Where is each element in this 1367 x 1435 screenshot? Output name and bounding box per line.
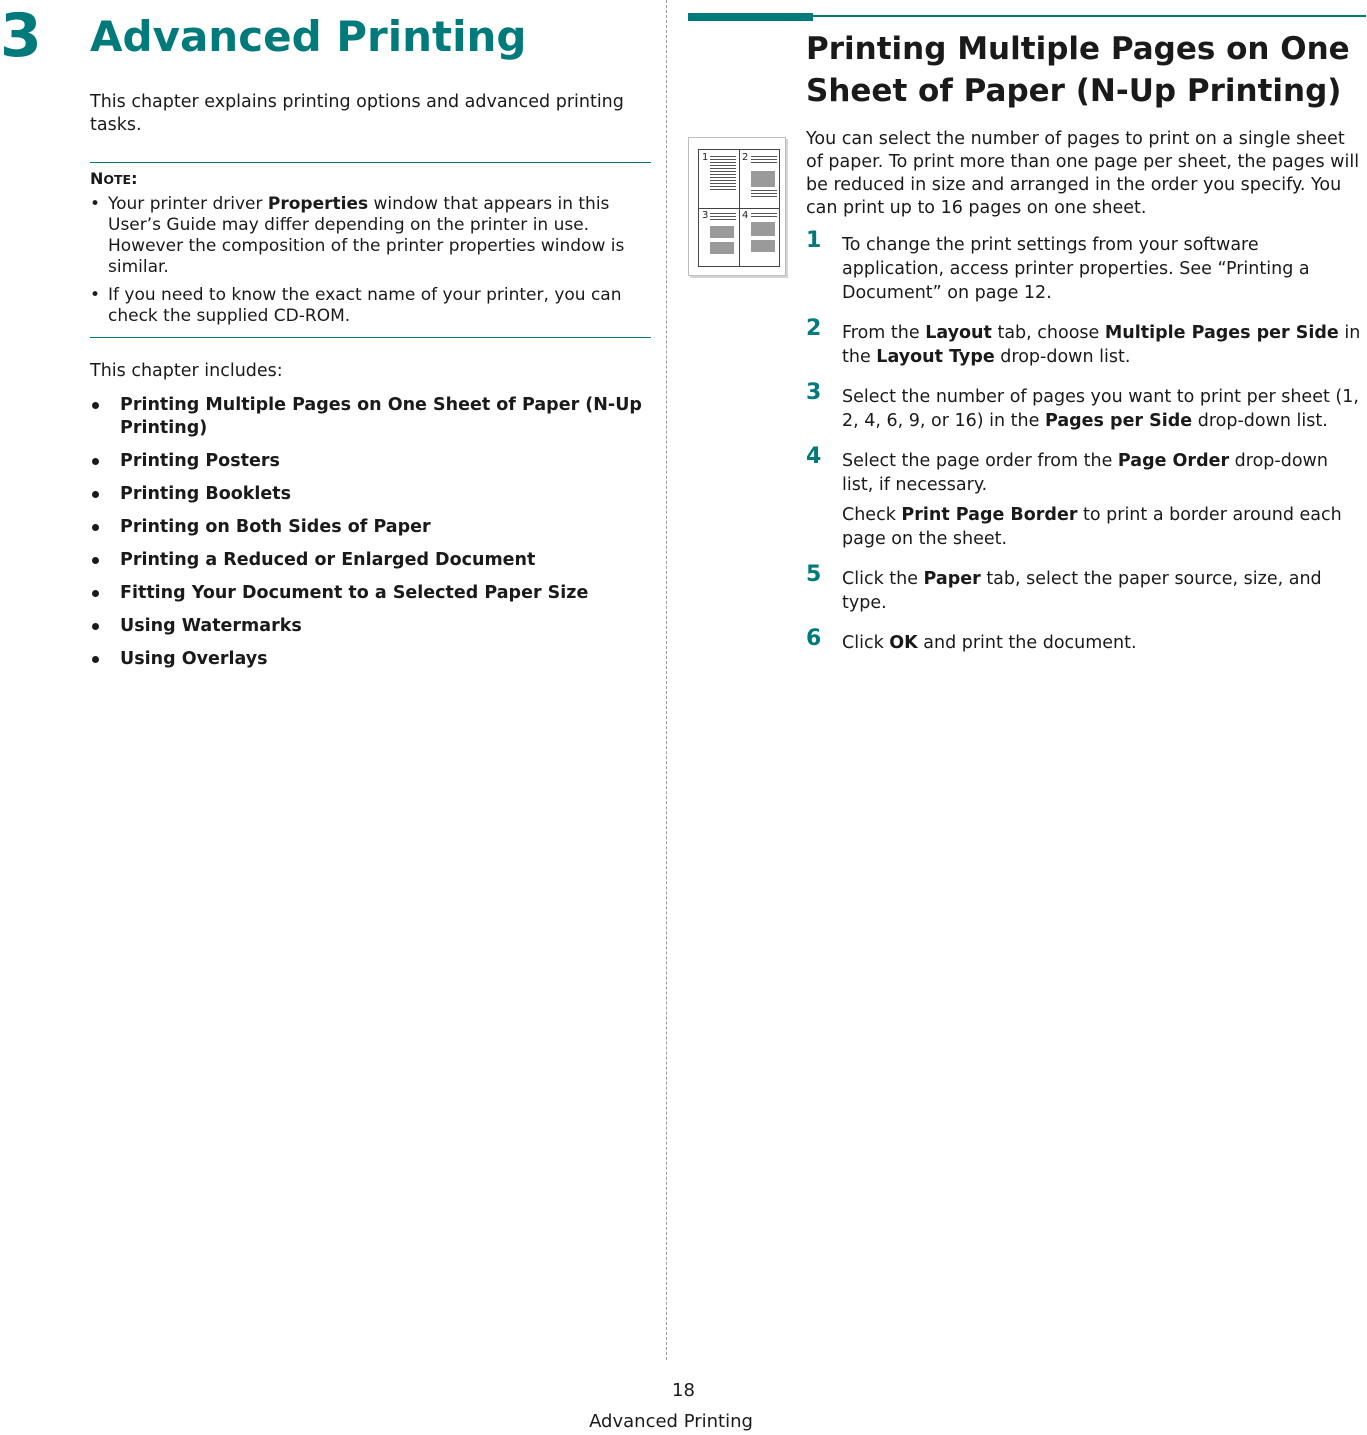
step-number: 5 (806, 562, 822, 587)
note-heading: NOTE: (90, 169, 138, 188)
note-item: • If you need to know the exact name of your printer, you can check the supplied CD-ROM. (90, 285, 622, 326)
text-lines-icon (710, 156, 736, 192)
image-placeholder-icon (751, 171, 775, 187)
step-number: 3 (806, 380, 822, 405)
text-lines-icon (751, 156, 777, 165)
bullet-icon (92, 402, 99, 409)
toc-link[interactable]: Printing Posters (90, 450, 655, 473)
step-number: 2 (806, 316, 822, 341)
steps-list (806, 228, 1364, 671)
toc-link[interactable]: Printing on Both Sides of Paper (90, 516, 655, 539)
step-3: 3 Select the number of pages you want to print per sheet (1, 2, 4, 6, 9, or 16) in the Pages per Side drop-down list. (806, 380, 1359, 431)
bullet-icon (92, 491, 99, 498)
image-placeholder-icon (710, 226, 734, 238)
page-number-1: 1 (702, 152, 709, 163)
step-5: 5 Click the Paper tab, select the paper source, size, and type. (806, 562, 1322, 613)
step-number: 6 (806, 626, 822, 651)
toc-link[interactable]: Fitting Your Document to a Selected Paper Size (90, 582, 655, 605)
page-number: 18 (672, 1380, 695, 1401)
step-4: 4 Select the page order from the Page Order drop-down list, if necessary. Check Print Page Border to print a border around each page on the sheet. (806, 449, 1364, 551)
step-2: 2 From the Layout tab, choose Multiple Pages per Side in the Layout Type drop-down list. (806, 316, 1361, 367)
section-intro: You can select the number of pages to print on a single sheet of paper. To print more than one page per sheet, the pages will be reduced in size and arranged in the order you specify. You can print up to 16 pages on one sheet. (806, 129, 1360, 218)
bullet-icon (92, 524, 99, 531)
toc-link[interactable]: Printing Multiple Pages on One Sheet of Paper (N-Up Printing) (90, 394, 655, 440)
text-lines-icon (710, 213, 736, 222)
bullet-icon: • (90, 194, 101, 214)
step-6: 6 Click OK and print the document. (806, 626, 1137, 653)
n-up-illustration (688, 137, 786, 276)
step-4-note: Check Print Page Border to print a border around each page on the sheet. (842, 505, 1342, 549)
section-title: Printing Multiple Pages on One Sheet of Paper (N-Up Printing) (806, 31, 1350, 109)
bullet-icon: • (90, 285, 101, 305)
chapter-intro: This chapter explains printing options and advanced printing tasks. (90, 92, 624, 135)
bullet-icon (92, 623, 99, 630)
toc-link[interactable]: Using Watermarks (90, 615, 655, 638)
image-placeholder-icon (751, 222, 775, 236)
page-number-4: 4 (742, 210, 749, 221)
note-box (90, 162, 651, 338)
step-1: 1 To change the print settings from your software application, access printer properties. See “Printing a Document” on page 12. (806, 228, 1310, 303)
section-rule-accent (688, 13, 813, 21)
chapter-contents-list (90, 394, 655, 681)
column-divider (666, 0, 667, 1360)
toc-link[interactable]: Using Overlays (90, 648, 655, 671)
image-placeholder-icon (751, 240, 775, 252)
image-placeholder-icon (710, 242, 734, 254)
chapter-number: 3 (0, 1, 42, 71)
toc-link[interactable]: Printing a Reduced or Enlarged Document (90, 549, 655, 572)
toc-link[interactable]: Printing Booklets (90, 483, 655, 506)
page-number-3: 3 (702, 210, 709, 221)
chapter-title: Advanced Printing (90, 12, 527, 61)
text-lines-icon (751, 190, 777, 199)
bullet-icon (92, 458, 99, 465)
page-number-2: 2 (742, 152, 749, 163)
text-lines-icon (751, 213, 777, 219)
footer-title: Advanced Printing (589, 1411, 753, 1432)
bullet-icon (92, 557, 99, 564)
step-number: 4 (806, 444, 822, 469)
bullet-icon (92, 590, 99, 597)
bullet-icon (92, 656, 99, 663)
step-number: 1 (806, 228, 822, 253)
includes-label: This chapter includes: (90, 361, 283, 381)
note-item: • Your printer driver Properties window that appears in this User’s Guide may differ depending on the printer in use. However the composition of the printer properties window is similar. (90, 194, 625, 277)
